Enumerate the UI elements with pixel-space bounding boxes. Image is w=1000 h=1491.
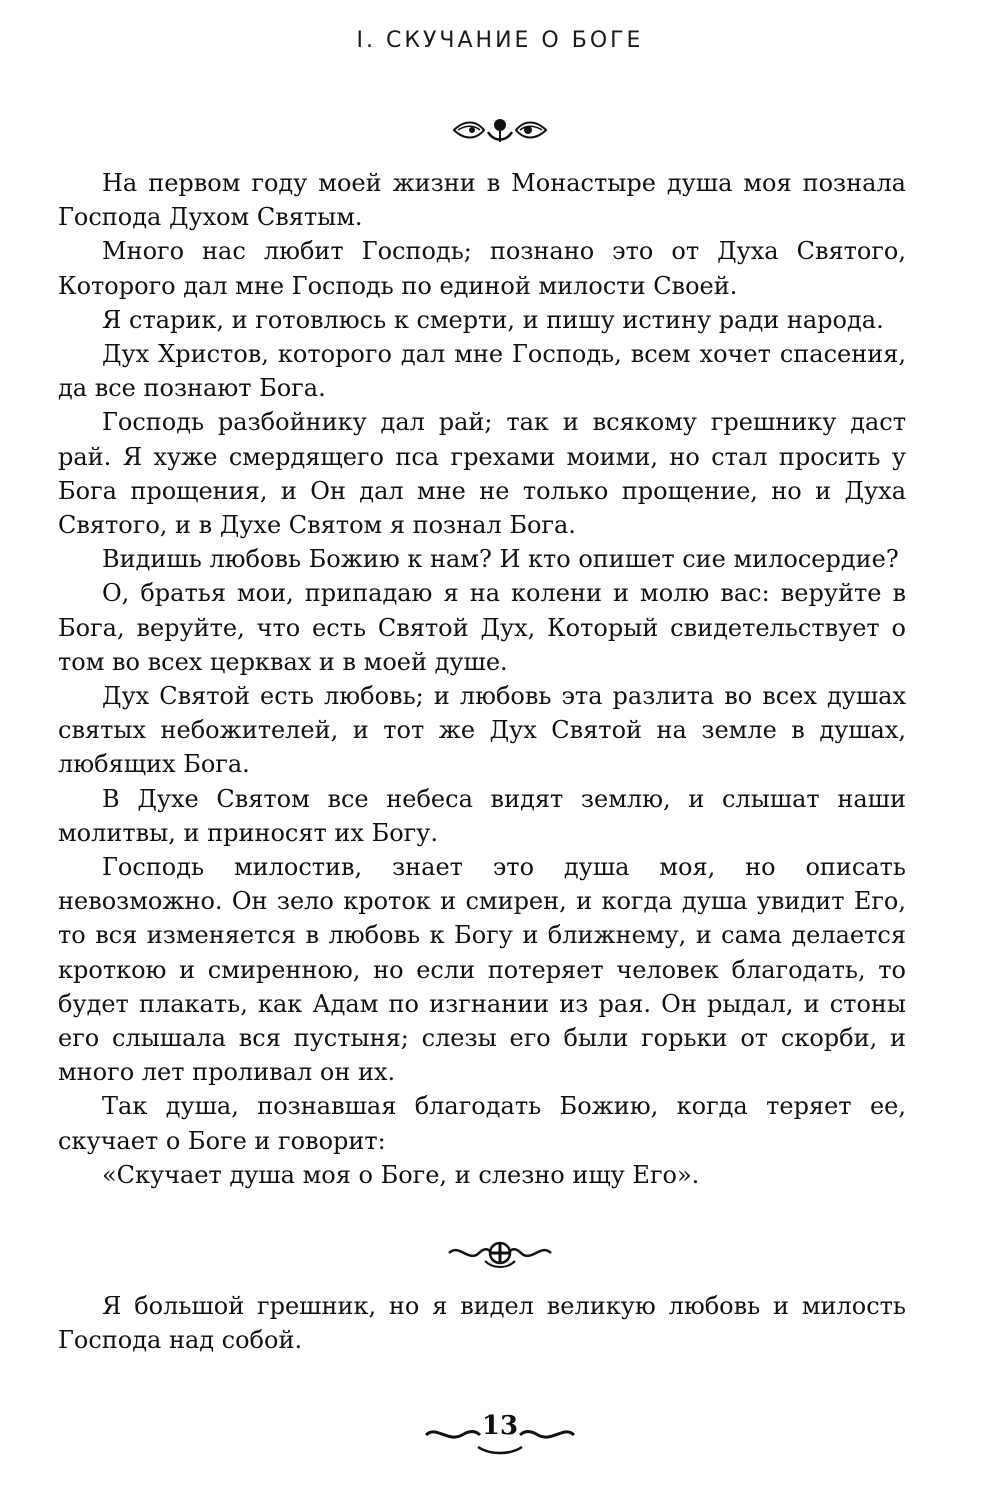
main-text: [58, 166, 906, 1192]
paragraph: Дух Святой есть любовь; и любовь эта разлита во всех душах святых небожителей, и тот же Дух Святой на земле в душах, любящих Бога.: [58, 682, 906, 779]
floral-divider-icon: [0, 112, 1000, 148]
paragraph: На первом году моей жизни в Монастыре душа моя познала Господа Духом Святым.: [58, 169, 906, 232]
paragraph: Дух Христов, которого дал мне Господь, всем хочет спасения, да все познают Бога.: [58, 340, 906, 403]
paragraph: О, братья мои, припадаю я на колени и молю вас: веруйте в Бога, веруйте, что есть Святой Дух, Который свидетельствует о том во всех церквах и в моей душе.: [58, 579, 906, 676]
paragraph: «Скучает душа моя о Боге, и слезно ищу Его».: [102, 1160, 700, 1189]
paragraph: Много нас любит Господь; познано это от Духа Святого, Которого дал мне Господь по единой милости Своей.: [58, 237, 906, 300]
paragraph: Видишь любовь Божию к нам? И кто опишет сие милосердие?: [102, 545, 899, 574]
page-number: 13: [481, 1411, 519, 1441]
running-title: I. СКУЧАНИЕ О БОГЕ: [356, 28, 644, 53]
paragraph: В Духе Святом все небеса видят землю, и слышат наши молитвы, и приносят их Богу.: [58, 784, 906, 847]
paragraph: Я большой грешник, но я видел великую любовь и милость Господа над собой.: [58, 1292, 906, 1355]
paragraph: Господь милостив, знает это душа моя, но описать невозможно. Он зело кроток и смирен, и когда душа увидит Его, то вся изменяется в любовь к Богу и ближнему, и сама делается кроткою и смиренною, но если потеряет человек благодать, то будет плакать, как Адам по изгнании из рая. Он рыдал, и стоны его слышала вся пустыня; слезы его были горьки от скорби, и много лет проливал он их.: [58, 853, 906, 1087]
cross-flourish-divider-icon: [0, 1233, 1000, 1273]
second-section-text: [58, 1289, 906, 1357]
paragraph: Так душа, познавшая благодать Божию, когда теряет ее, скучает о Боге и говорит:: [58, 1092, 906, 1155]
paragraph: Я старик, и готовлюсь к смерти, и пишу истину ради народа.: [102, 305, 884, 334]
paragraph: Господь разбойнику дал рай; так и всякому грешнику даст рай. Я хуже смердящего пса грехами моими, но стал просить у Бога прощения, и Он дал мне не только прощение, но и Духа Святого, и в Духе Святом я познал Бога.: [58, 408, 906, 540]
page-number-area: [0, 1403, 1000, 1463]
